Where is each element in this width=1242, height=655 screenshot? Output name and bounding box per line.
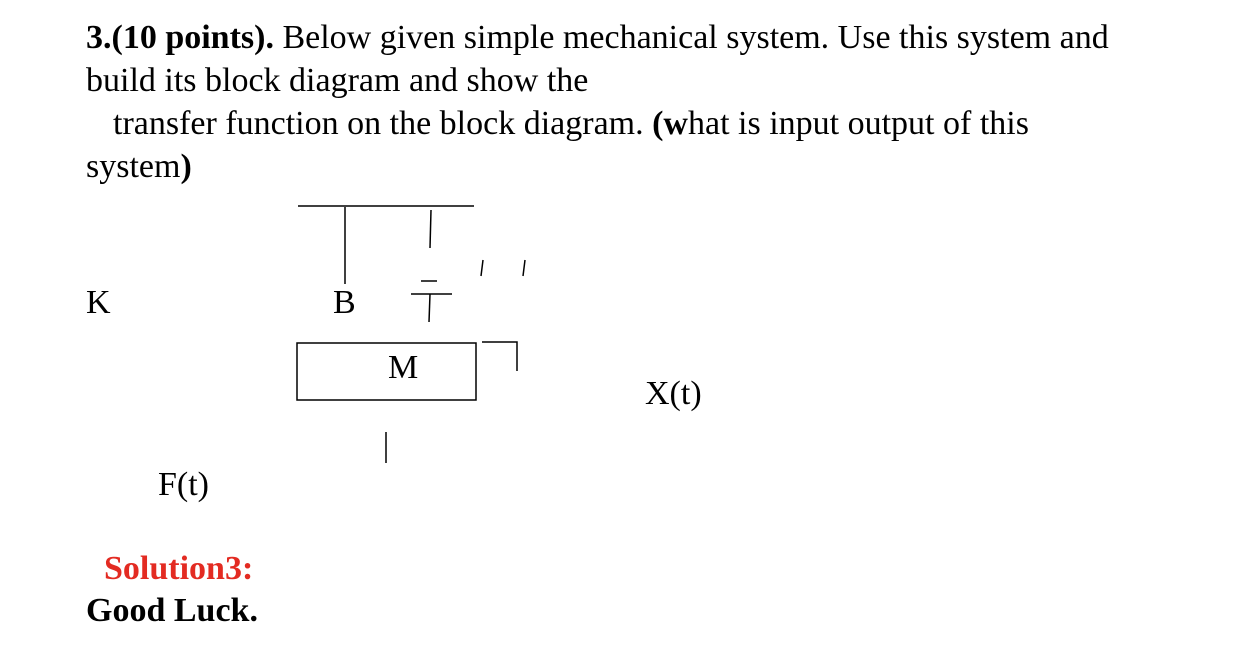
question-line-2: build its block diagram and show the bbox=[86, 62, 589, 99]
question-line-4-text: system bbox=[86, 148, 181, 185]
force-label: F(t) bbox=[158, 466, 209, 503]
damper-lower-rod bbox=[429, 294, 430, 322]
spring-label: K bbox=[86, 284, 111, 321]
displacement-label: X(t) bbox=[645, 375, 702, 412]
tick-mark-2 bbox=[523, 260, 525, 276]
solution-heading: Solution3: bbox=[104, 550, 254, 587]
damper-upper-rod bbox=[430, 210, 431, 248]
mass-block bbox=[297, 343, 476, 400]
question-line-3-tail: hat is input output of this bbox=[688, 105, 1029, 142]
tick-mark-1 bbox=[481, 260, 483, 276]
question-line-3-text: transfer function on the block diagram. bbox=[113, 105, 653, 142]
question-line-1-text: Below given simple mechanical system. Use this system and bbox=[273, 19, 1109, 56]
displacement-bracket bbox=[482, 342, 517, 371]
closing-text: Good Luck. bbox=[86, 592, 258, 629]
damper-label: B bbox=[333, 284, 356, 321]
question-line-3-bold: (w bbox=[652, 105, 688, 142]
question-number: 3.(10 points). bbox=[86, 19, 274, 56]
mass-label: M bbox=[388, 349, 419, 386]
question-line-4-bold: ) bbox=[180, 148, 192, 185]
